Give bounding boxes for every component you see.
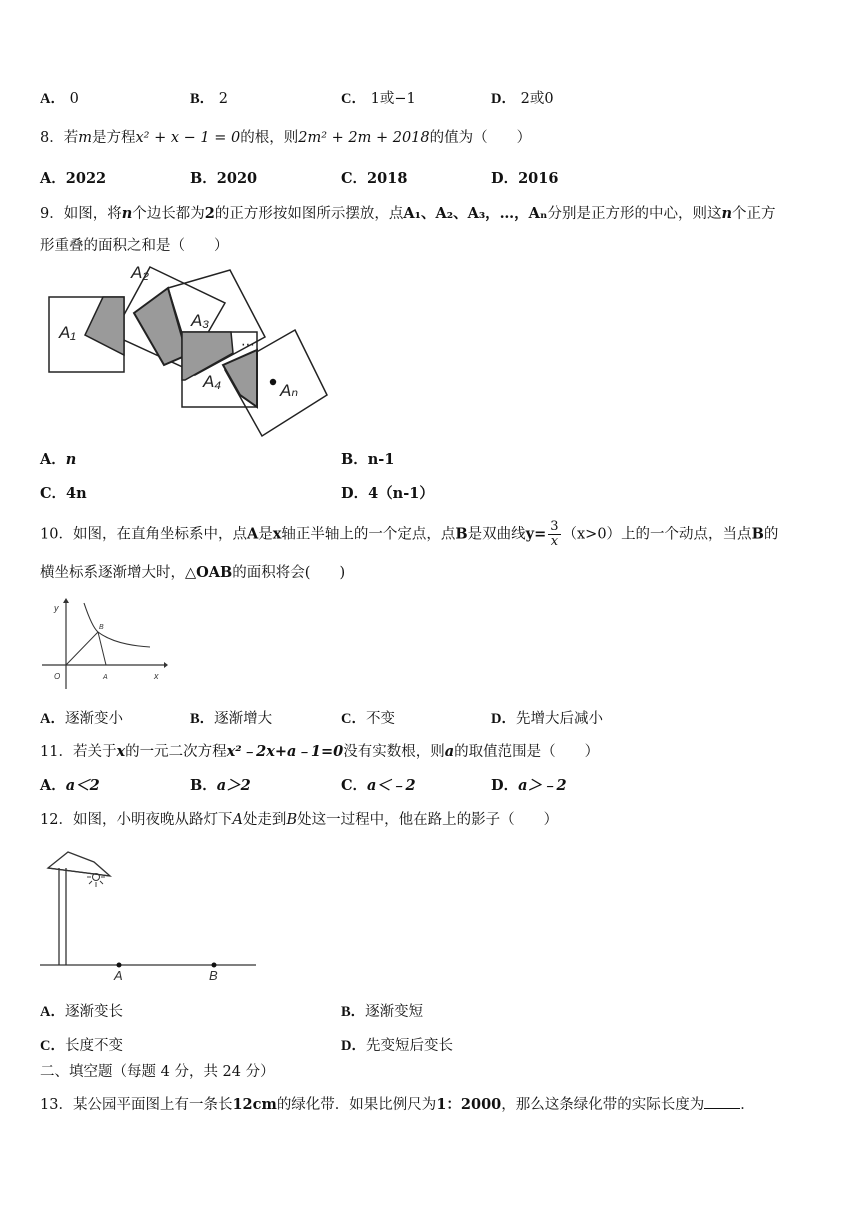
q12-option-b (341, 1002, 423, 1022)
q12-option-c-label: C． (40, 1038, 65, 1054)
q10-option-c (341, 709, 395, 729)
q9-ellipsis: ⋯ (241, 336, 255, 352)
q8-option-a (40, 169, 106, 189)
q10-figure (40, 595, 170, 691)
q7-option-b-text: 2 (218, 91, 229, 107)
q12-text: 如图，小明夜晚从路灯下 (72, 812, 233, 828)
q9-option-b-text: n-1 (367, 451, 395, 468)
q11-option-c (341, 776, 416, 796)
q8-option-c (341, 169, 407, 189)
q8-option-a-text: 2022 (65, 170, 107, 187)
q9-option-d (341, 484, 434, 504)
q11-option-d-label: D． (491, 777, 519, 794)
q9-number: 9． (40, 206, 64, 222)
q10-label-x: x (154, 671, 159, 681)
q10-text: 是双曲线 (467, 526, 526, 543)
q12-point-b: B (286, 812, 298, 828)
q11-equation: x²﹣2x+a﹣1=0 (226, 743, 344, 760)
q10-point-a: A (246, 525, 259, 543)
q9-overlap-2 (134, 288, 187, 365)
q13-number: 13． (40, 1097, 73, 1113)
q7-option-d-text: 2或0 (520, 91, 554, 107)
q10-label-a: A (103, 674, 108, 681)
q12-option-a (40, 1002, 123, 1022)
q10-text: 是 (258, 526, 273, 543)
q10-label-y: y (54, 603, 59, 613)
q10-text: 横坐标系逐渐增大时， (40, 565, 185, 581)
q7-option-d-label: D． (491, 91, 516, 107)
q9-stem-line2: 形重叠的面积之和是（ ） (40, 238, 229, 254)
q8-var-m: m (78, 130, 92, 146)
q12-label-a: A (114, 968, 123, 983)
q12-point-b-dot (212, 963, 217, 968)
q13-text: ，那么这条绿化带的实际长度为 (501, 1097, 705, 1113)
q9-option-a-text: n (65, 451, 77, 468)
q10-x-arrow (164, 662, 168, 668)
q11-var-a: a (444, 743, 455, 760)
q9-label-a3: A₃ (191, 311, 210, 330)
q9-label-a2: A₂ (131, 263, 149, 282)
q10-y-arrow (63, 598, 69, 603)
q10-triangle: △OAB (185, 564, 233, 581)
q7-option-b (190, 89, 228, 109)
q12-option-d-label: D． (341, 1038, 366, 1054)
q8-option-a-label: A． (40, 170, 66, 187)
q12-option-a-label: A． (40, 1004, 65, 1020)
q12-option-b-label: B． (341, 1004, 366, 1020)
q11-option-b (190, 776, 251, 796)
q9-stem-line1 (40, 204, 776, 224)
q12-label-b: B (209, 968, 218, 983)
q13-answer-blank[interactable] (704, 1094, 740, 1109)
q8-expression: 2m² + 2m + 2018 (298, 130, 430, 146)
q8-option-c-text: 2018 (367, 170, 408, 187)
q9-option-a-label: A． (40, 451, 66, 468)
q12-option-b-text: 逐渐变短 (365, 1004, 424, 1020)
q7-option-a (40, 89, 79, 109)
q11-option-d-text: a＞﹣2 (518, 777, 567, 794)
q9-var-n: n (721, 205, 733, 222)
q10-option-b (190, 709, 272, 729)
q8-option-d-text: 2016 (518, 170, 559, 187)
q8-equation: x² + x − 1 = 0 (135, 130, 241, 146)
q8-option-b (190, 169, 257, 189)
q7-option-a-label: A． (40, 91, 65, 107)
q10-option-d-label: D． (491, 711, 516, 727)
q9-option-a (40, 450, 76, 470)
q9-option-b (341, 450, 394, 470)
q10-var-x: x (272, 525, 282, 543)
q9-text: 分别是正方形的中心，则这 (547, 206, 722, 222)
q8-stem (40, 128, 531, 148)
q7-option-b-label: B． (190, 91, 215, 107)
q11-text: 若关于 (72, 744, 117, 760)
q12-text: 处走到 (242, 812, 287, 828)
q9-label-a1: A₁ (59, 323, 76, 342)
q9-side-length: 2 (204, 205, 215, 222)
q10-hyperbola (84, 603, 150, 647)
q12-figure (38, 846, 263, 986)
q9-label-an: Aₙ (280, 381, 299, 400)
q9-option-d-text: 4（n-1） (368, 485, 434, 502)
q10-text: 的面积将会( ) (232, 565, 346, 581)
q11-text: 没有实数根，则 (343, 744, 445, 760)
q8-text: 的值为（ ） (429, 130, 532, 146)
q13-text: 某公园平面图上有一条长 (72, 1097, 233, 1113)
q11-option-a (40, 776, 100, 796)
q10-segment-ob (66, 632, 98, 665)
q9-overlap-4 (223, 350, 257, 407)
q9-option-b-label: B． (341, 451, 368, 468)
q8-option-c-label: C． (341, 170, 368, 187)
q7-option-a-text: 0 (69, 91, 79, 107)
q10-text: 如图，在直角坐标系中，点 (72, 526, 247, 543)
q11-var-x: x (116, 743, 126, 760)
q8-option-d-label: D． (491, 170, 519, 187)
q9-option-c-text: 4n (66, 485, 87, 502)
q8-text: 是方程 (91, 130, 136, 146)
q10-condition: （x>0） (562, 526, 622, 543)
q7-option-c (341, 89, 416, 109)
q9-text: 个正方 (732, 206, 776, 222)
q8-text: 的根，则 (240, 130, 299, 146)
q9-var-n: n (121, 205, 133, 222)
q8-option-b-text: 2020 (216, 170, 258, 187)
q10-option-b-label: B． (190, 711, 215, 727)
q10-fraction (548, 520, 560, 549)
q12-option-d-text: 先变短后变长 (365, 1038, 453, 1054)
q11-option-d (491, 776, 567, 796)
q13-length: 12cm (232, 1096, 277, 1113)
q12-option-a-text: 逐渐变长 (64, 1004, 123, 1020)
q11-text: 的取值范围是（ ） (454, 744, 600, 760)
q12-point-a: A (232, 812, 243, 828)
q12-option-d (341, 1036, 453, 1056)
q11-option-a-label: A． (40, 777, 66, 794)
q10-option-d (491, 709, 603, 729)
q12-option-c-text: 长度不变 (64, 1038, 123, 1054)
q10-option-d-text: 先增大后减小 (515, 711, 603, 727)
q10-point-b: B (751, 525, 764, 543)
q11-option-b-label: B． (190, 777, 217, 794)
q10-option-c-label: C． (341, 711, 366, 727)
q10-text: 的 (763, 526, 779, 543)
q10-y-equals: y= (525, 525, 547, 543)
q10-label-o: O (54, 672, 61, 681)
q11-option-c-label: C． (341, 777, 368, 794)
q9-text: 个边长都为 (132, 206, 205, 222)
q13-text: 的绿化带．如果比例尺为 (276, 1097, 437, 1113)
q9-center-an-dot (270, 379, 276, 385)
q10-stem-line1 (40, 520, 778, 549)
q10-option-a-text: 逐渐变小 (64, 711, 123, 727)
q10-option-c-text: 不变 (365, 711, 395, 727)
q9-label-a4: A₄ (203, 372, 222, 391)
q9-text: 如图，将 (63, 206, 122, 222)
q10-text: 轴正半轴上的一个定点，点 (281, 526, 456, 543)
q10-stem-line2 (40, 563, 345, 583)
q8-number: 8． (40, 130, 64, 146)
q11-stem (40, 742, 599, 762)
q8-option-d (491, 169, 558, 189)
q13-text: ． (740, 1097, 755, 1113)
q12-number: 12． (40, 812, 73, 828)
q13-stem (40, 1094, 755, 1115)
q10-number: 10． (40, 526, 73, 543)
section-title: 二、填空题（每题 4 分，共 24 分） (40, 1064, 275, 1080)
q11-option-c-text: a＜﹣2 (367, 777, 416, 794)
q12-light-rays (87, 877, 105, 887)
q8-option-b-label: B． (190, 170, 217, 187)
q7-option-c-label: C． (341, 91, 366, 107)
q12-text: 处这一过程中，他在路上的影子（ ） (297, 812, 559, 828)
q9-option-d-label: D． (341, 485, 369, 502)
q9-option-c (40, 484, 87, 504)
q10-label-b: B (99, 624, 104, 631)
q13-scale: 1：2000 (436, 1096, 502, 1113)
q10-option-b-text: 逐渐增大 (214, 711, 273, 727)
q9-option-c-label: C． (40, 485, 67, 502)
q10-text: 上的一个动点，当点 (621, 526, 752, 543)
q7-option-d (491, 89, 554, 109)
q10-option-a (40, 709, 123, 729)
q10-fraction-denominator: x (550, 534, 559, 549)
q8-text: 若 (63, 130, 79, 146)
q9-text: 的正方形按如图所示摆放，点 (214, 206, 404, 222)
q12-stem (40, 810, 558, 830)
q10-point-b: B (455, 525, 468, 543)
q11-option-b-text: a＞2 (216, 777, 251, 794)
q9-points: A₁、A₂、A₃，…，Aₙ (403, 205, 548, 222)
q10-option-a-label: A． (40, 711, 65, 727)
q12-point-a-dot (117, 963, 122, 968)
q12-option-c (40, 1036, 123, 1056)
q10-fraction-numerator: 3 (550, 519, 559, 534)
q11-text: 的一元二次方程 (125, 744, 227, 760)
q11-number: 11． (40, 744, 73, 760)
q11-option-a-text: a＜2 (65, 777, 100, 794)
q9-figure (45, 255, 335, 440)
q7-option-c-text: 1或−1 (370, 91, 416, 107)
